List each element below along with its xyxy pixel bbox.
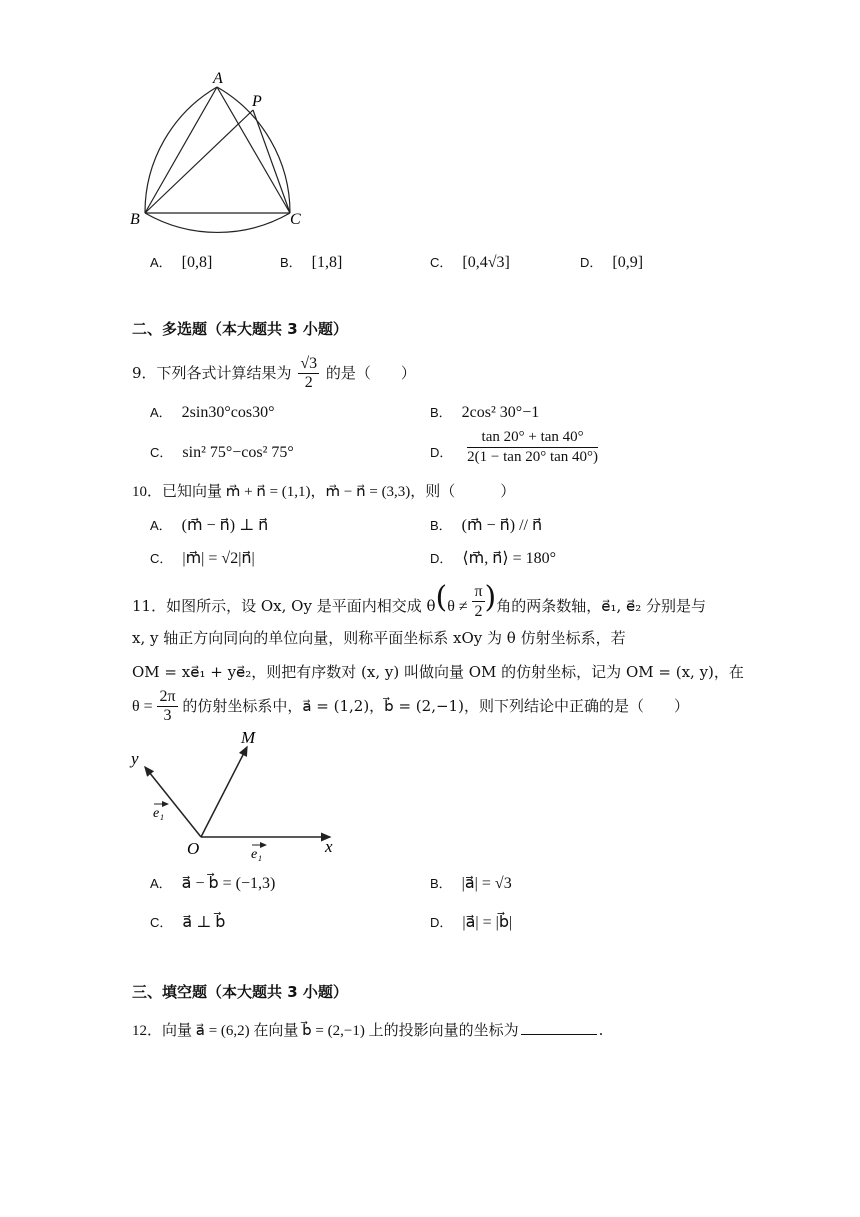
origin-label-O: O: [187, 839, 200, 858]
q9-option-d: D． $\frac{\tan 20^\circ + \tan 40^\circ}{2(1 - \tan 20^\circ \tan 40^\circ)}$: [430, 429, 599, 465]
label-A: A: [213, 70, 223, 87]
q8-option-d: D． [0,9]: [580, 254, 644, 271]
q11-line-2: x, y 轴正方向同向的单位向量，则称平面坐标系 xOy 为 θ 仿射坐标系，若: [132, 629, 626, 647]
affine-axes-figure: [125, 725, 355, 865]
answer-blank[interactable]: [521, 1020, 597, 1035]
q11-fraction-pi-2: $\frac{\pi}{2}$: [474, 583, 483, 620]
point-label-M: M: [241, 728, 256, 747]
q10-option-b: B． (m⃗ − n⃗) // n⃗: [430, 517, 543, 534]
q12-stem: 12．向量 a⃗ = (6,2) 在向量 b⃗ = (2,−1) 上的投影向量的坐标为 .: [132, 1021, 604, 1039]
q9-option-c: C． sin² 75°−cos² 75°: [150, 444, 294, 461]
q9-option-a: A． 2sin30°cos30°: [150, 404, 275, 421]
triangle-figure: [120, 65, 320, 235]
q11-line-1: 11．如图所示，设 Ox, Oy 是平面内相交成 θ(θ ≠ $\frac{\pi}{2}$ )角的两条数轴，e⃗₁, e⃗₂ 分别是与: [132, 580, 707, 620]
q9-fraction: $\frac{√3}{2}$: [300, 355, 318, 391]
q11-line-4: θ = $\frac{2\pi}{3}$ 的仿射坐标系中，a⃗ = (1,2)，b⃗ = (2,−1)，则下列结论中正确的是（ ）: [132, 688, 689, 724]
label-C: C: [290, 211, 301, 228]
q11-option-b: B． |a⃗| = √3: [430, 875, 512, 892]
label-B: B: [130, 211, 140, 228]
q9-option-b: B． 2cos² 30°−1: [430, 404, 540, 421]
q9-option-d-fraction: $\frac{\tan 20^\circ + \tan 40^\circ}{2(1 - \tan 20^\circ \tan 40^\circ)}$: [467, 429, 599, 465]
section-2-title: 二、多选题（本大题共 3 小题）: [132, 320, 348, 338]
q10-option-a: A． (m⃗ − n⃗) ⊥ n⃗: [150, 517, 269, 534]
axis-label-x: x: [325, 837, 333, 856]
q11-option-d: D． |a⃗| = |b⃗|: [430, 914, 513, 931]
q10-stem: 10．已知向量 m⃗ + n⃗ = (1,1)，m⃗ − n⃗ = (3,3)，则（ ）: [132, 484, 516, 500]
q11-line-3: OM = xe⃗₁ + ye⃗₂，则把有序数对 (x, y) 叫做向量 OM 的仿射坐标，记为 OM = (x, y)，在: [132, 663, 744, 681]
section-3-title: 三、填空题（本大题共 3 小题）: [132, 983, 348, 1001]
unit-vector-label-bottom: [251, 845, 266, 862]
q10-option-d: D． ⟨m⃗, n⃗⟩ = 180°: [430, 550, 557, 567]
q11-fraction-2pi-3: $\frac{2\pi}{3}$: [159, 688, 176, 724]
q8-option-a: A． [0,8]: [150, 254, 213, 271]
y-axis: [145, 767, 201, 837]
q8-option-b: B． [1,8]: [280, 254, 343, 271]
q11-option-a: A． a⃗ − b⃗ = (−1,3): [150, 875, 276, 892]
q8-option-c: C． [0,4√3]: [430, 254, 510, 271]
svg-text:e₁: e₁: [153, 806, 165, 821]
vector-OM: [201, 747, 247, 837]
q11-option-c: C． a⃗ ⊥ b⃗: [150, 914, 226, 931]
unit-vector-label-left: [153, 804, 168, 821]
axis-label-y: y: [131, 749, 139, 768]
q9-stem: 9．下列各式计算结果为 $\frac{√3}{2}$ 的是（ ）: [132, 355, 416, 391]
label-P: P: [252, 93, 262, 110]
svg-text:e₁: e₁: [251, 847, 263, 862]
q10-option-c: C． |m⃗| = √2|n⃗|: [150, 550, 255, 567]
